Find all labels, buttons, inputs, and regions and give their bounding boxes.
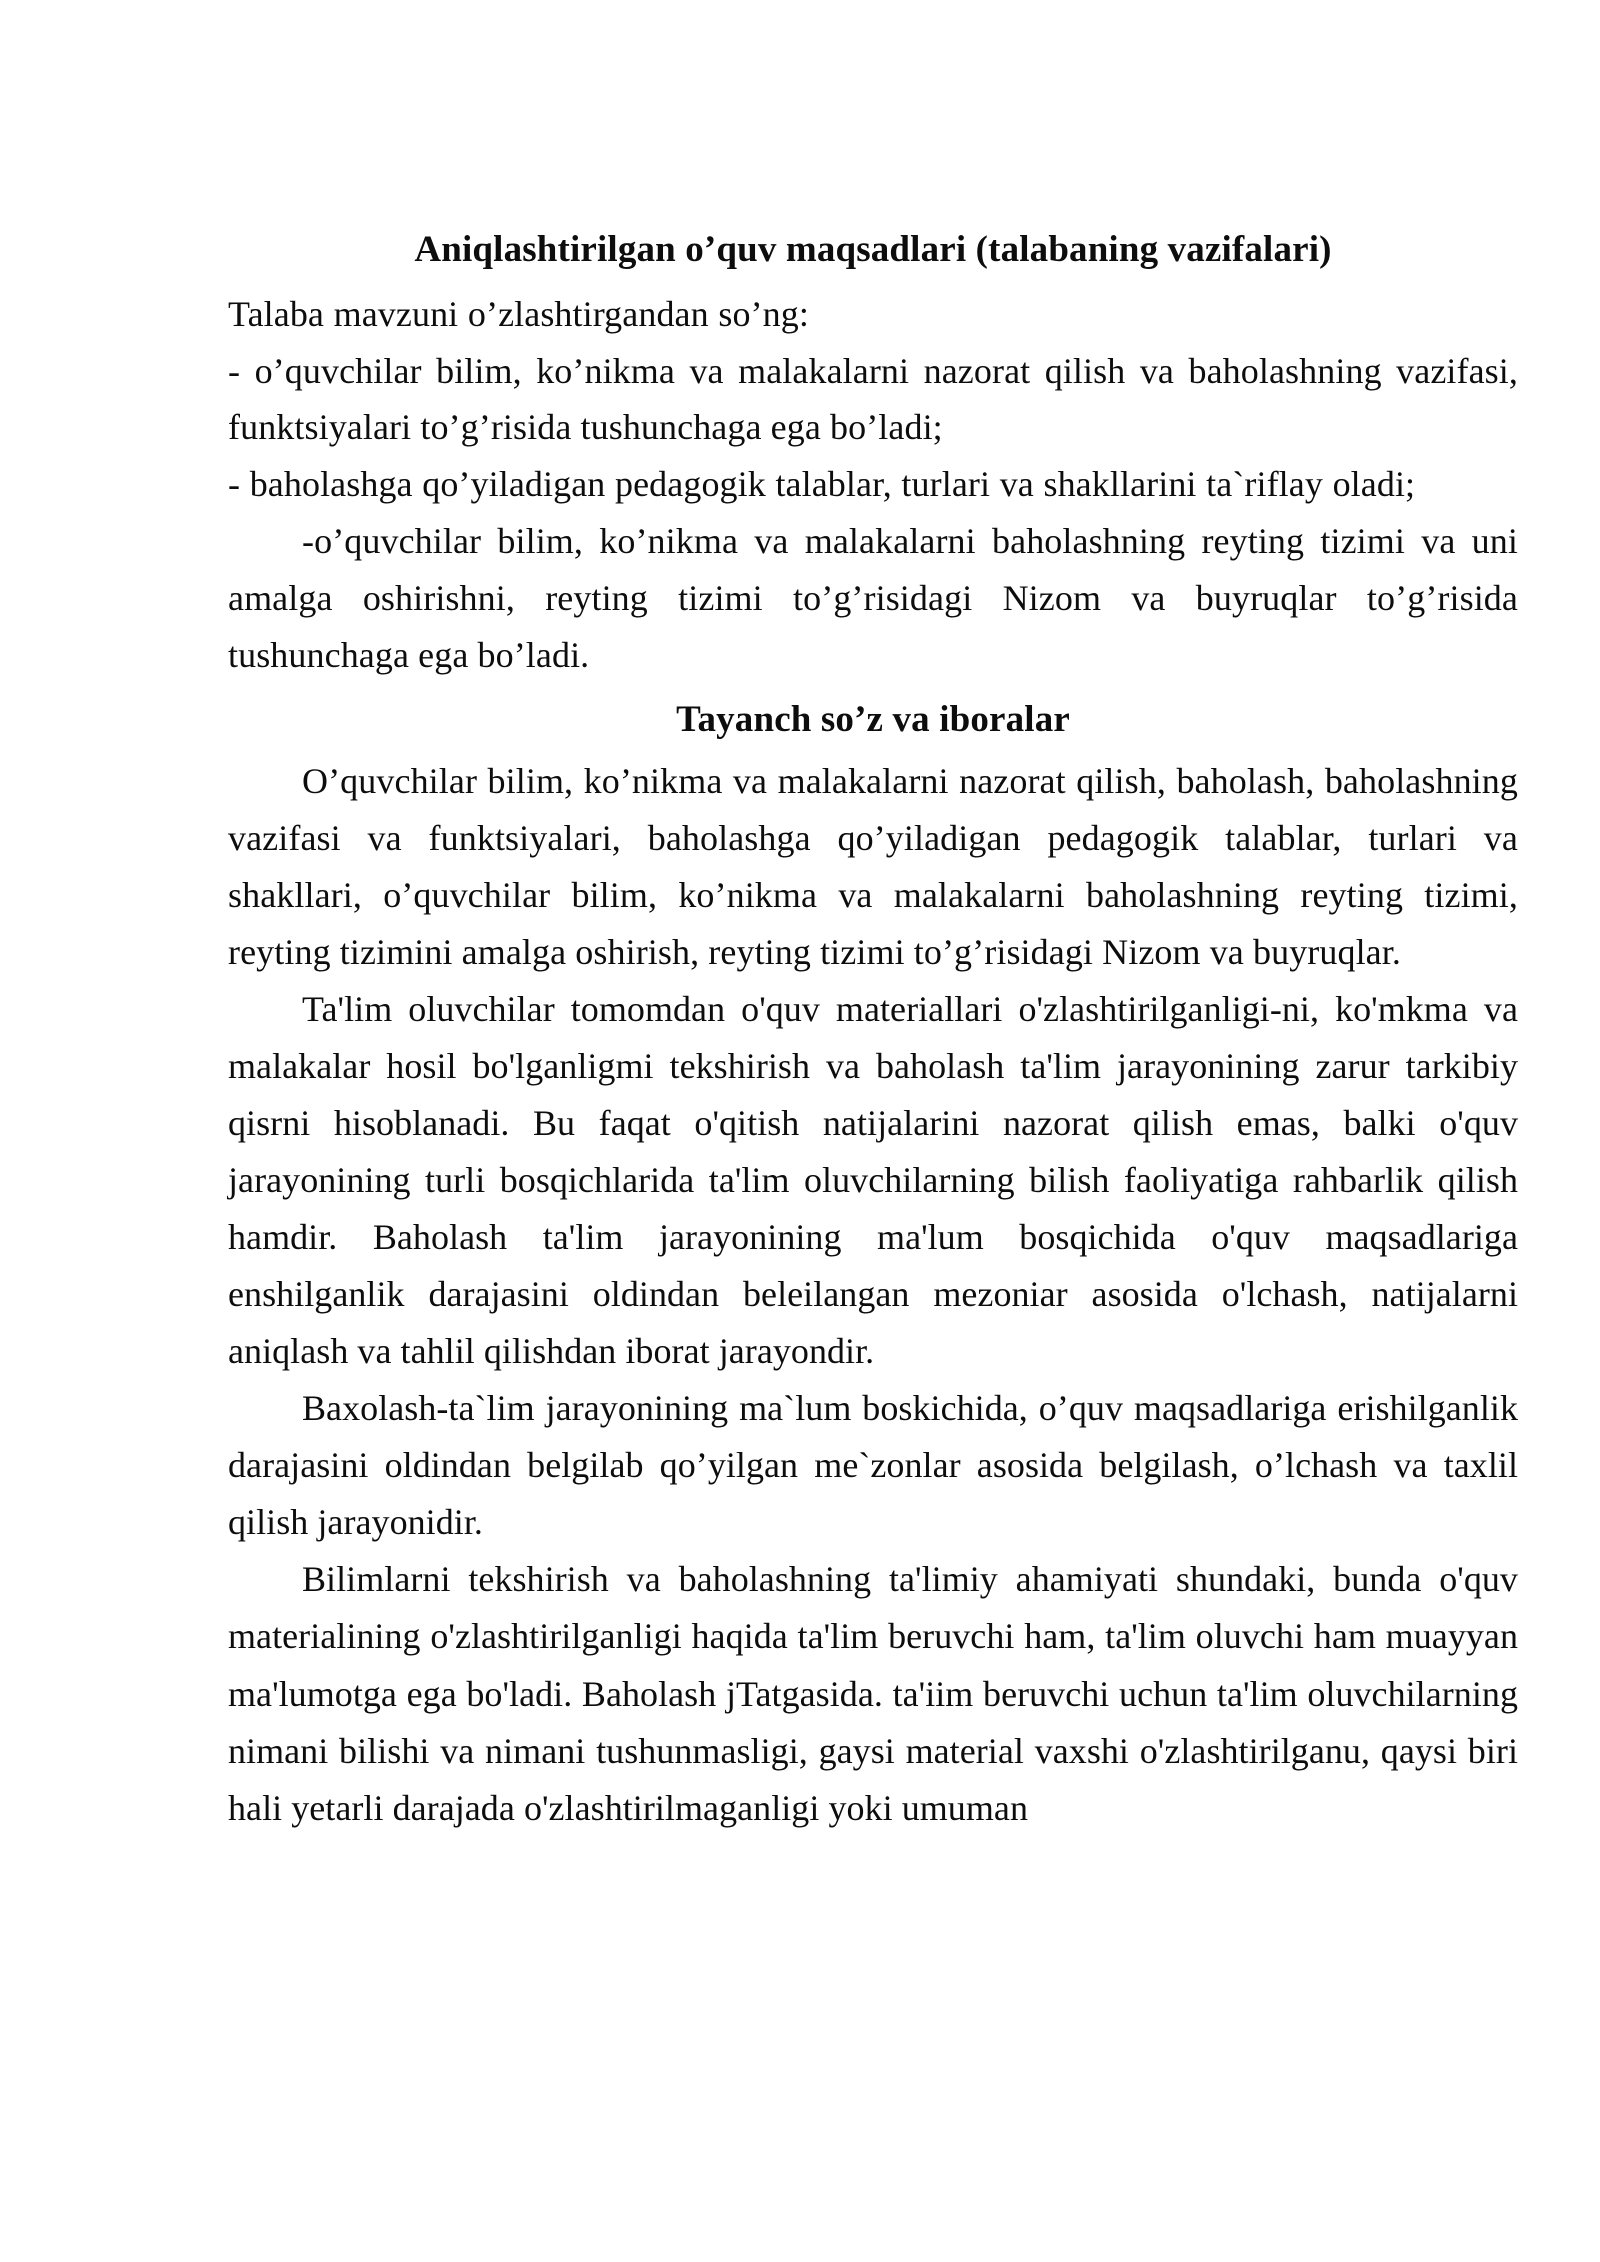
intro-line: Talaba mavzuni o’zlashtirgandan so’ng: [228, 293, 809, 334]
body-paragraph-1: Ta'lim oluvchilar tomomdan o'quv materiallari o'zlashtirilganligi-ni, ko'mkma va malakalar hosil bo'lganligmi tekshirish va baholash ta'lim jarayonining zarur tarkibiy qisrni hisoblanadi. Bu faqat o'qitish natijalarini nazorat qilish emas, balki o'quv jarayonining turli bosqichlarida ta'lim oluvchilarning bilish faoliyatiga rahbarlik qilish hamdir. Baholash ta'lim jarayonining ma'lum bosqichida o'quv maqsadlariga enshilganlik darajasini oldindan beleilangan mezoniar asosida o'lchash, natijalarni aniqlash va tahlil qilishdan iborat jarayondir. [228, 988, 1518, 1372]
objective-item-1: - o’quvchilar bilim, ko’nikma va malakalarni nazorat qilish va baholashning vazifasi, funktsiyalari to’g’risida tushunchaga ega bo’ladi; [228, 350, 1518, 448]
page-content [228, 228, 1518, 1837]
objective-item-2: - baholashga qo’yiladigan pedagogik talablar, turlari va shakllarini ta`riflay oladi; [228, 464, 1416, 505]
body-paragraph-3: Bilimlarni tekshirish va baholashning ta'limiy ahamiyati shundaki, bunda o'quv materialining o'zlashtirilganligi haqida ta'lim beruvchi ham, ta'lim oluvchi ham muayyan ma'lumotga ega bo'ladi. Baholash jTatgasida. ta'iim beruvchi uchun ta'lim oluvchilarning nimani bilishi va nimani tushunmasligi, gaysi material vaxshi o'zlashtirilganu, qaysi biri hali yetarli darajada o'zlashtirilmaganligi yoki umuman [228, 1559, 1518, 1828]
keywords-heading: Tayanch so’z va iboralar [676, 698, 1070, 740]
keywords-paragraph: O’quvchilar bilim, ko’nikma va malakalarni nazorat qilish, baholash, baholashning vazifasi va funktsiyalari, baholashga qo’yiladigan pedagogik talablar, turlari va shakllari, o’quvchilar bilim, ko’nikma va malakalarni baholashning reyting tizimi, reyting tizimini amalga oshirish, reyting tizimi to’g’risidagi Nizom va buyruqlar. [228, 761, 1518, 973]
objective-item-3: -o’quvchilar bilim, ko’nikma va malakalarni baholashning reyting tizimi va uni amalga oshirishni, reyting tizimi to’g’risidagi Nizom va buyruqlar to’g’risida tushunchaga ega bo’ladi. [228, 521, 1518, 675]
page-title: Aniqlashtirilgan o’quv maqsadlari (talabaning vazifalari) [414, 229, 1332, 270]
body-paragraph-2: Baxolash-ta`lim jarayonining ma`lum boskichida, o’quv maqsadlariga erishilganlik darajasini oldindan belgilab qo’yilgan me`zonlar asosida belgilash, o’lchash va taxlil qilish jarayonidir. [228, 1388, 1518, 1543]
